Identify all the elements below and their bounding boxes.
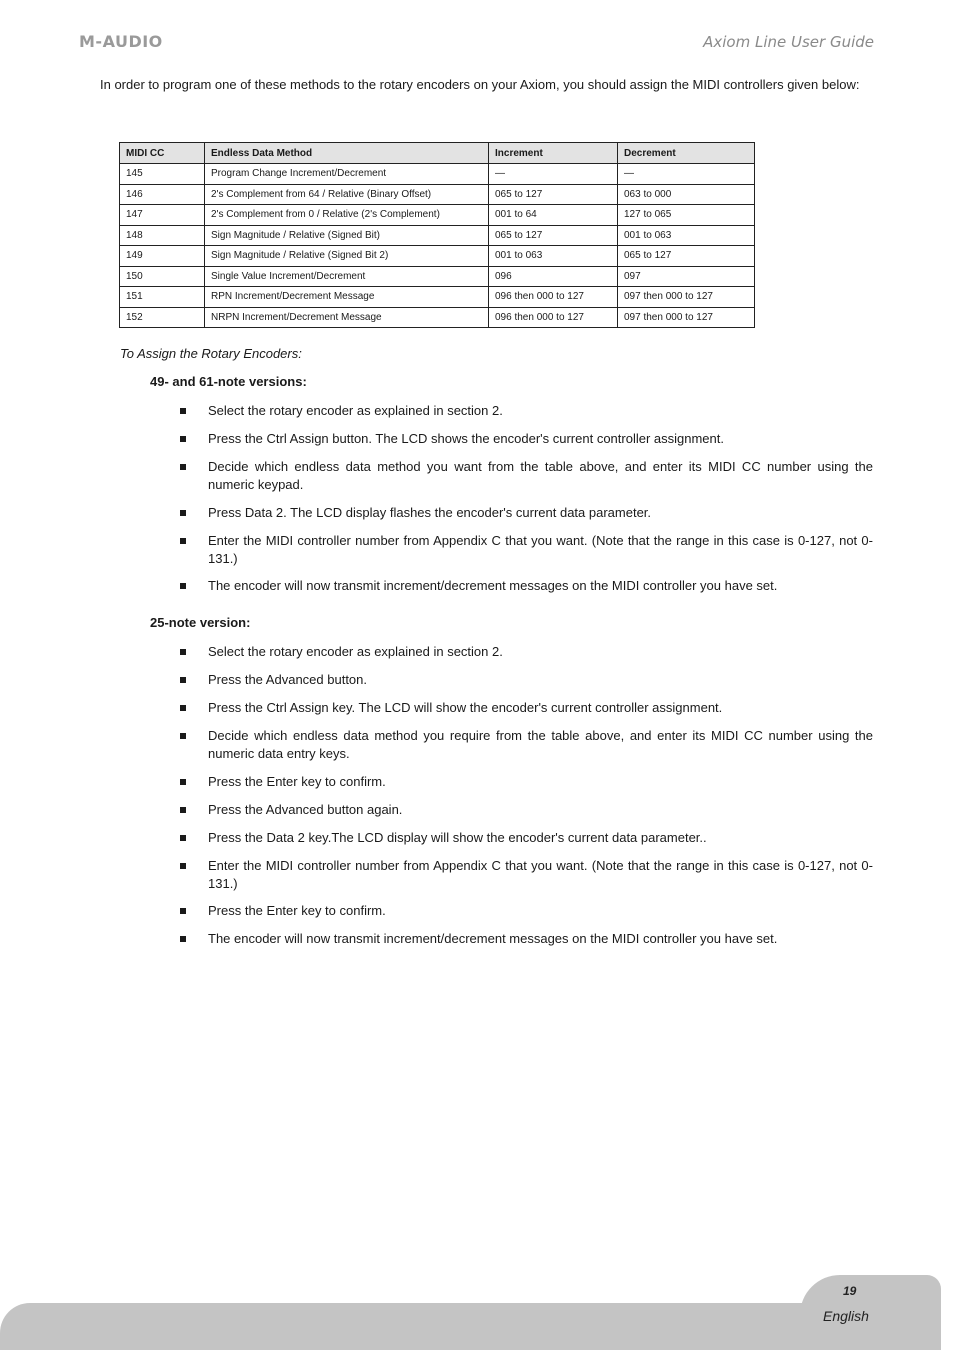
table-cell: 001 to 063 [618,225,755,246]
table-cell: 127 to 065 [618,205,755,226]
table-cell: 065 to 127 [489,225,618,246]
list-item: Press the Advanced button again. [180,801,873,819]
table-cell: 147 [120,205,205,226]
table-cell: NRPN Increment/Decrement Message [205,307,489,328]
table-cell: 065 to 127 [489,184,618,205]
section-heading-49-61: 49- and 61-note versions: [150,374,307,389]
table-row [120,184,755,205]
bullet-square-icon [180,779,186,785]
table-row [120,287,755,308]
table-cell: 001 to 64 [489,205,618,226]
list-item: Enter the MIDI controller number from Appendix C that you want. (Note that the range in this case is 0-127, not 0-131.) [180,532,873,567]
table-cell: Single Value Increment/Decrement [205,266,489,287]
bullet-square-icon [180,436,186,442]
list-item: Press the Enter key to confirm. [180,902,873,920]
list-item: Press the Advanced button. [180,671,873,689]
list-item: Decide which endless data method you want from the table above, and enter its MIDI CC number using the numeric keypad. [180,458,873,493]
table-cell: — [489,164,618,185]
list-item: Press the Data 2 key.The LCD display will show the encoder's current data parameter.. [180,829,873,847]
table-cell: Sign Magnitude / Relative (Signed Bit) [205,225,489,246]
list-item: Press the Ctrl Assign key. The LCD will show the encoder's current controller assignment. [180,699,873,717]
list-item: The encoder will now transmit increment/decrement messages on the MIDI controller you have set. [180,577,873,595]
guide-title: Axiom Line User Guide [703,33,874,51]
table-header-row [120,143,755,164]
bullet-square-icon [180,408,186,414]
table-cell: 145 [120,164,205,185]
language-label: English [823,1308,869,1324]
table-cell: 097 then 000 to 127 [618,287,755,308]
table-cell: Program Change Increment/Decrement [205,164,489,185]
brand-logo: M-AUDIO [79,32,163,51]
bullet-square-icon [180,835,186,841]
table-cell: 151 [120,287,205,308]
table-cell: 096 then 000 to 127 [489,287,618,308]
table-cell: 097 [618,266,755,287]
column-header: Decrement [618,143,755,164]
table-cell: 2's Complement from 64 / Relative (Binary Offset) [205,184,489,205]
bullet-square-icon [180,936,186,942]
table-cell: 146 [120,184,205,205]
table-row [120,164,755,185]
table-row [120,246,755,267]
assign-title: To Assign the Rotary Encoders: [120,346,302,361]
table-cell: — [618,164,755,185]
bullet-square-icon [180,464,186,470]
bullet-square-icon [180,649,186,655]
table-row [120,307,755,328]
list-item: The encoder will now transmit increment/decrement messages on the MIDI controller you have set. [180,930,873,948]
list-item: Decide which endless data method you require from the table above, and enter its MIDI CC number using the numeric data entry keys. [180,727,873,762]
table-cell: 152 [120,307,205,328]
table-cell: 096 [489,266,618,287]
bullet-square-icon [180,863,186,869]
bullet-square-icon [180,807,186,813]
table-cell: RPN Increment/Decrement Message [205,287,489,308]
table-cell: 150 [120,266,205,287]
table-cell: 149 [120,246,205,267]
intro-paragraph: In order to program one of these methods to the rotary encoders on your Axiom, you should assign the MIDI controllers given below: [100,77,860,92]
table-row [120,225,755,246]
bullet-square-icon [180,733,186,739]
list-item: Select the rotary encoder as explained in section 2. [180,643,873,661]
list-item: Press the Enter key to confirm. [180,773,873,791]
column-header: Endless Data Method [205,143,489,164]
list-item: Press Data 2. The LCD display flashes the encoder's current data parameter. [180,504,873,522]
table-cell: 065 to 127 [618,246,755,267]
column-header: MIDI CC [120,143,205,164]
list-item: Enter the MIDI controller number from Appendix C that you want. (Note that the range in this case is 0-127, not 0-131.) [180,857,873,892]
page-number: 19 [843,1284,857,1298]
bullet-square-icon [180,538,186,544]
table-cell: 148 [120,225,205,246]
list-item: Select the rotary encoder as explained in section 2. [180,402,873,420]
table-cell: 2's Complement from 0 / Relative (2's Complement) [205,205,489,226]
bullet-square-icon [180,908,186,914]
table-row [120,266,755,287]
bullet-square-icon [180,705,186,711]
table-cell: Sign Magnitude / Relative (Signed Bit 2) [205,246,489,267]
table-row [120,205,755,226]
table-cell: 063 to 000 [618,184,755,205]
endless-data-table [119,142,755,328]
footer-band [0,1303,941,1350]
column-header: Increment [489,143,618,164]
section-heading-25: 25-note version: [150,615,251,630]
bullet-square-icon [180,677,186,683]
table-cell: 001 to 063 [489,246,618,267]
table-cell: 096 then 000 to 127 [489,307,618,328]
bullet-square-icon [180,583,186,589]
table-cell: 097 then 000 to 127 [618,307,755,328]
bullet-square-icon [180,510,186,516]
list-item: Press the Ctrl Assign button. The LCD shows the encoder's current controller assignment. [180,430,873,448]
